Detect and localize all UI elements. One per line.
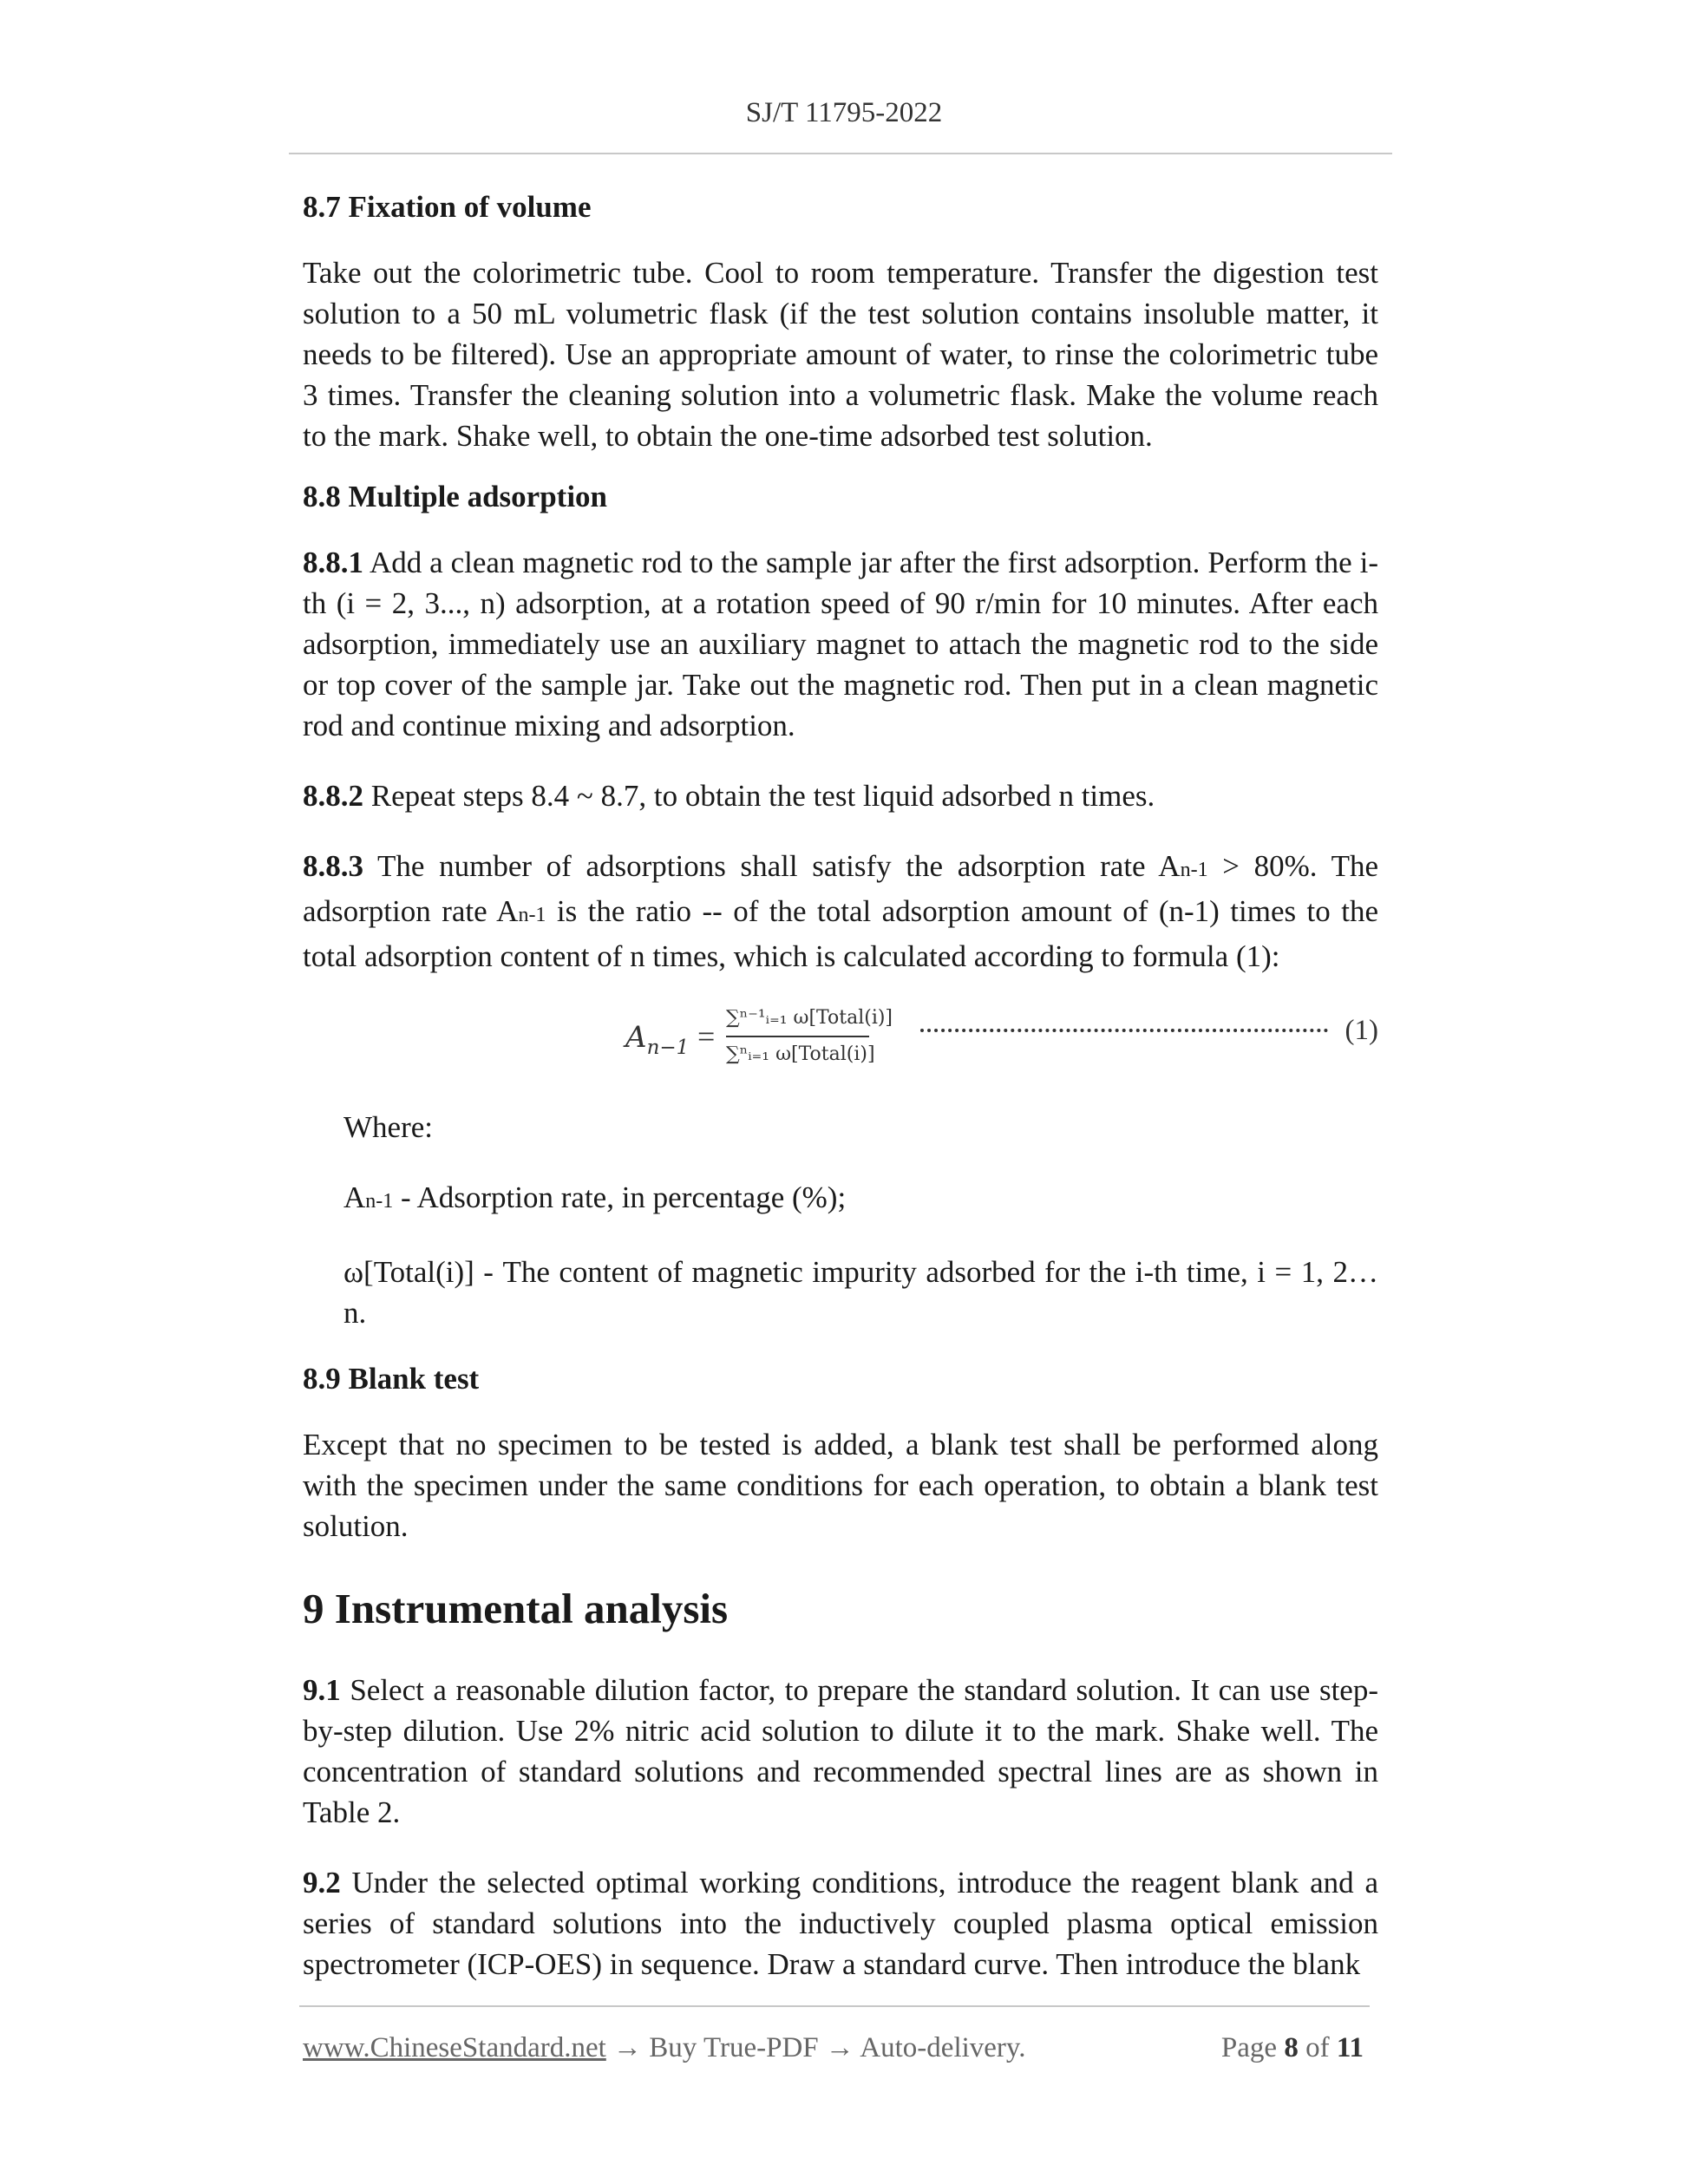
- page-number: 8: [1284, 2032, 1299, 2063]
- subscript: n-1: [365, 1190, 394, 1213]
- page-indicator: [1221, 2032, 1364, 2064]
- definition-omega: ω[Total(i)] - The content of magnetic impurity adsorbed for the i-th time, i = 1, 2…n.: [343, 1255, 1378, 1330]
- site-link[interactable]: www.ChineseStandard.net: [303, 2032, 606, 2063]
- clause-text: > 80%. The adsorption rate A: [303, 849, 1378, 928]
- clause-number: 8.8.3: [303, 849, 363, 883]
- formula-symbol: A: [625, 1020, 647, 1055]
- clause-number: 9.2: [303, 1866, 341, 1900]
- symbol: A: [343, 1180, 366, 1214]
- section-8-7-title: 8.7 Fixation of volume: [303, 190, 592, 224]
- paragraph-8-8-3: [303, 846, 1378, 977]
- clause-text: is the ratio -- of the total adsorption amount of (n-1) times to the total adsorption content of n times, which is calculated according to formula (1):: [303, 894, 1378, 973]
- section-8-9-body: Except that no specimen to be tested is added, a blank test shall be performed along with the specimen under the same conditions for each operation, to obtain a blank test solution.: [303, 1428, 1378, 1543]
- definition-text: - Adsorption rate, in percentage (%);: [393, 1180, 847, 1214]
- section-8-9-title: 8.9 Blank test: [303, 1362, 480, 1396]
- where-label: Where:: [343, 1110, 433, 1144]
- header-divider: [289, 153, 1392, 154]
- formula-lhs: [625, 1020, 689, 1059]
- page-label: Page: [1220, 2032, 1278, 2063]
- clause-number: 9.1: [303, 1673, 341, 1707]
- subscript: n-1: [518, 904, 546, 926]
- document-id-header: SJ/T 11795-2022: [745, 97, 943, 128]
- footer-promo-text: → Buy True-PDF → Auto-delivery.: [605, 2032, 1026, 2063]
- formula-leader-dots: [920, 1029, 1328, 1032]
- section-8-8-title: 8.8 Multiple adsorption: [303, 480, 608, 513]
- paragraph-8-8-1: [303, 542, 1378, 746]
- paragraph-8-8-2: [303, 775, 1378, 816]
- page-content: [303, 182, 1378, 1985]
- definition-a: [303, 1177, 1378, 1222]
- section-8-7-body: Take out the colorimetric tube. Cool to room temperature. Transfer the digestion test solution to a 50 mL volumetric flask (if the test solution contains insoluble matter, it needs to be filtered). Use an appropriate amount of water, to rinse the colorimetric tube 3 times. Transfer the cleaning solution into a volumetric flask. Make the volume reach to the mark. Shake well, to obtain the one-time adsorbed test solution.: [303, 256, 1378, 453]
- clause-number: 8.8.1: [303, 546, 363, 579]
- formula-fraction: [726, 1001, 893, 1072]
- clause-text: The number of adsorptions shall satisfy the adsorption rate A: [363, 849, 1181, 883]
- paragraph-9-2: [303, 1862, 1378, 1985]
- paragraph-9-1: [303, 1670, 1378, 1833]
- clause-number: 8.8.2: [303, 779, 363, 813]
- subscript: n-1: [1180, 859, 1208, 881]
- footer-divider: [299, 2005, 1370, 2007]
- formula-number: (1): [1345, 1015, 1378, 1046]
- formula-subscript: n−1: [646, 1036, 690, 1059]
- formula-1: [303, 1001, 1378, 1082]
- clause-text: Repeat steps 8.4 ~ 8.7, to obtain the test liquid adsorbed n times.: [363, 779, 1155, 813]
- footer-promo: [303, 2032, 1026, 2064]
- of-label: of: [1305, 2032, 1330, 2063]
- formula-denominator: ∑ⁿᵢ₌₁ ω[Total(i)]: [726, 1043, 875, 1065]
- page-total: 11: [1336, 2032, 1364, 2063]
- formula-numerator: ∑ⁿ⁻¹ᵢ₌₁ ω[Total(i)]: [726, 1001, 869, 1037]
- clause-text: Under the selected optimal working conditions, introduce the reagent blank and a series of standard solutions into the inductively coupled plasma optical emission spectrometer (ICP-OES) in sequence. Draw a standard curve. Then introduce the blank: [303, 1866, 1378, 1981]
- clause-text: Add a clean magnetic rod to the sample jar after the first adsorption. Perform the i-th (i = 2, 3..., n) adsorption, at a rotation speed of 90 r/min for 10 minutes. After each adsorption, immediately use an auxiliary magnet to attach the magnetic rod to the side or top cover of the sample jar. Take out the magnetic rod. Then put in a clean magnetic rod and continue mixing and adsorption.: [303, 546, 1378, 742]
- section-9-title: 9 Instrumental analysis: [303, 1585, 729, 1632]
- formula-equals: =: [697, 1019, 716, 1054]
- clause-text: Select a reasonable dilution factor, to prepare the standard solution. It can use step-by-step dilution. Use 2% nitric acid solution to dilute it to the mark. Shake well. The concentration of standard solutions and recommended spectral lines are as shown in Table 2.: [303, 1673, 1378, 1829]
